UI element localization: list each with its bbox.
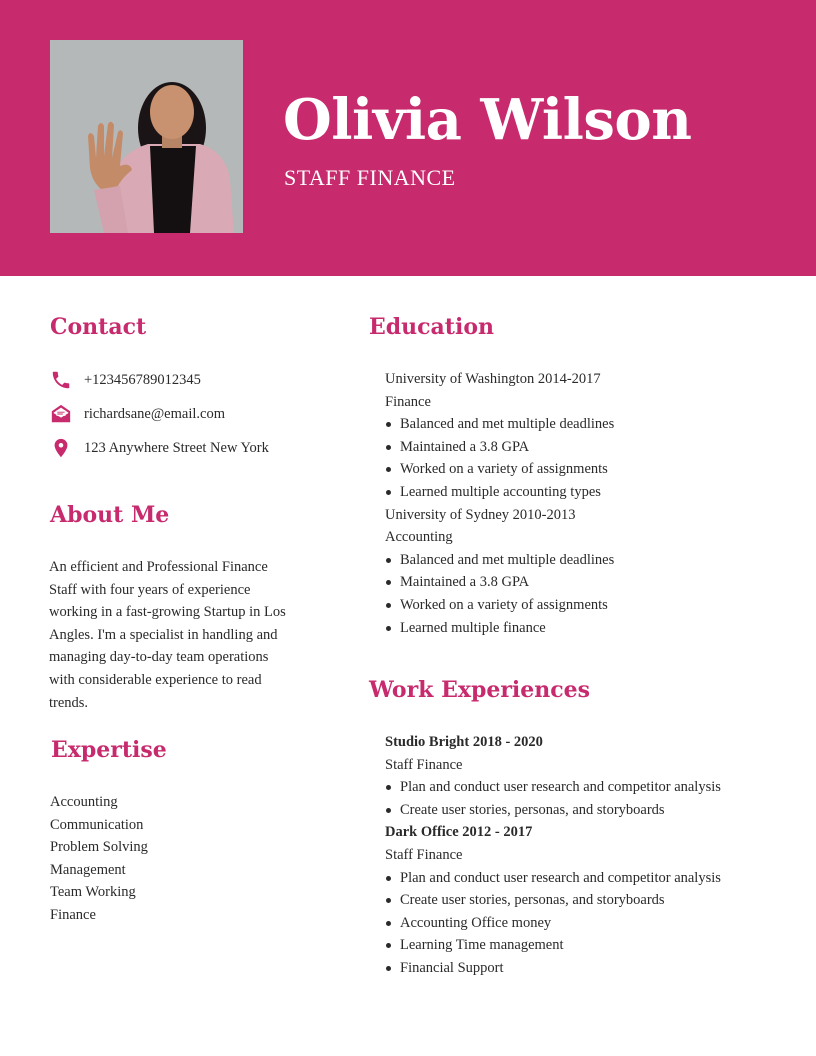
expertise-title: Expertise: [51, 737, 167, 763]
contact-address: [50, 436, 269, 460]
list-item: Worked on a variety of assignments: [385, 458, 805, 481]
contact-email: [50, 402, 225, 426]
about-title: About Me: [50, 502, 170, 528]
about-line: Angles. I'm a specialist in handling and: [49, 626, 278, 643]
profile-photo: [50, 40, 243, 233]
expertise-list: [50, 791, 300, 927]
contact-address-text: 123 Anywhere Street New York: [84, 439, 269, 456]
education-title: Education: [369, 314, 494, 340]
contact-phone-text: +123456789012345: [84, 371, 201, 388]
work-company: Dark Office 2012 - 2017: [385, 824, 533, 841]
about-line: An efficient and Professional Finance: [49, 559, 268, 575]
list-item: Financial Support: [385, 957, 810, 980]
list-item: Accounting Office money: [385, 912, 810, 935]
expertise-item: Accounting: [50, 794, 118, 810]
work-points: [385, 867, 810, 980]
list-item: Learned multiple finance: [385, 617, 805, 640]
contact-title: Contact: [50, 314, 147, 340]
list-item: Plan and conduct user research and competitor analysis: [385, 776, 810, 799]
education-section: [385, 368, 805, 639]
about-line: trends.: [49, 694, 89, 711]
about-text: [49, 556, 319, 714]
education-school: University of Sydney 2010-2013: [385, 506, 576, 523]
expertise-item: Finance: [50, 906, 96, 923]
work-title: Work Experiences: [369, 677, 591, 703]
list-item: Maintained a 3.8 GPA: [385, 571, 805, 594]
education-school: University of Washington 2014-2017: [385, 371, 601, 387]
list-item: Learning Time management: [385, 934, 810, 957]
about-line: Staff with four years of experience: [49, 581, 251, 598]
expertise-item: Problem Solving: [50, 839, 148, 856]
education-field: Finance: [385, 393, 431, 410]
header-banner: [0, 0, 816, 276]
list-item: Create user stories, personas, and storyboards: [385, 799, 810, 822]
mail-icon: [50, 403, 72, 425]
list-item: Balanced and met multiple deadlines: [385, 549, 805, 572]
job-title: STAFF FINANCE: [284, 165, 456, 190]
list-item: Create user stories, personas, and storyboards: [385, 889, 810, 912]
work-section: [385, 731, 810, 980]
about-line: with considerable experience to read: [49, 671, 262, 688]
expertise-item: Communication: [50, 816, 144, 833]
list-item: Worked on a variety of assignments: [385, 594, 805, 617]
about-line: working in a fast-growing Startup in Los: [49, 604, 286, 621]
education-field: Accounting: [385, 529, 453, 546]
expertise-item: Team Working: [50, 884, 136, 901]
location-pin-icon: [50, 437, 72, 459]
list-item: Balanced and met multiple deadlines: [385, 413, 805, 436]
contact-phone: [50, 368, 201, 392]
list-item: Plan and conduct user research and competitor analysis: [385, 867, 810, 890]
work-position: Staff Finance: [385, 846, 463, 863]
phone-icon: [50, 369, 72, 391]
education-points: [385, 413, 805, 503]
about-line: managing day-to-day team operations: [49, 649, 269, 666]
work-position: Staff Finance: [385, 756, 463, 773]
person-name: Olivia Wilson: [283, 87, 692, 153]
education-points: [385, 549, 805, 639]
contact-email-text: richardsane@email.com: [84, 405, 225, 422]
work-company: Studio Bright 2018 - 2020: [385, 734, 543, 750]
expertise-item: Management: [50, 861, 126, 878]
work-points: [385, 776, 810, 821]
list-item: Maintained a 3.8 GPA: [385, 436, 805, 459]
list-item: Learned multiple accounting types: [385, 481, 805, 504]
